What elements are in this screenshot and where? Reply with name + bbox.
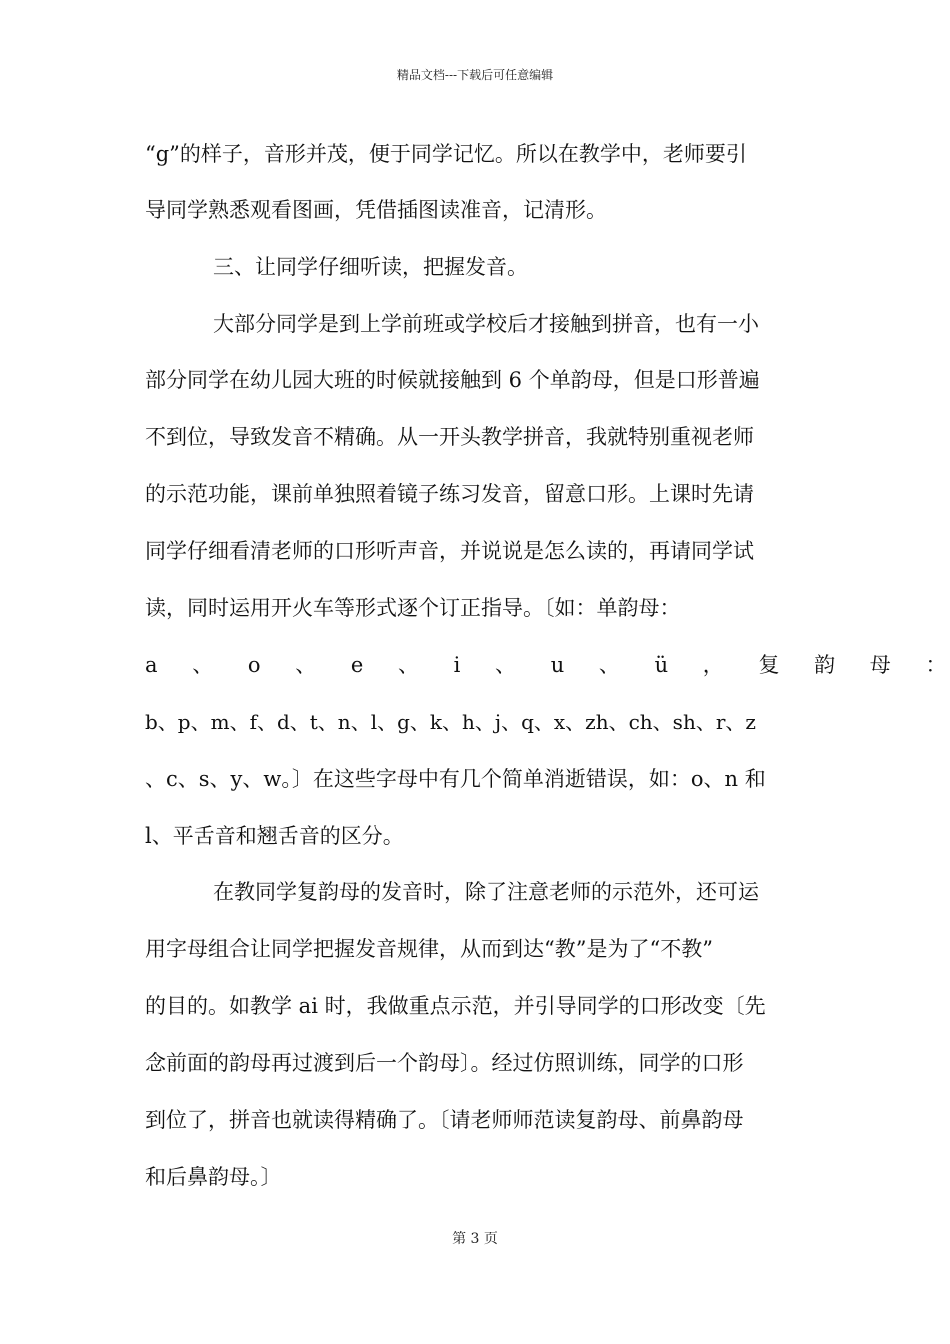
text-line: 的示范功能，课前单独照着镜子练习发音，留意口形。上课时先请 [145,482,754,506]
text-line: 不到位，导致发音不精确。从一开头教学拼音，我就特别重视老师 [145,425,754,449]
text-line: 部分同学在幼儿园大班的时候就接触到 6 个单韵母，但是口形普遍 [145,368,760,392]
page-number: 第 3 页 [452,1231,498,1247]
text-line: 的目的。如教学 ai 时，我做重点示范，并引导同学的口形改变〔先 [145,994,766,1018]
text-line: 和后鼻韵母。〕 [145,1165,282,1189]
text-line: l、平舌音和翘舌音的区分。 [145,824,404,848]
text-line: 到位了，拼音也就读得精确了。〔请老师师范读复韵母、前鼻韵母 [145,1108,744,1132]
text-line: 、c、s、y、w。〕在这些字母中有几个简单消逝错误，如：o、n 和 [145,767,766,791]
text-line: 用字母组合让同学把握发音规律，从而到达“教”是为了“不教” [145,937,713,961]
text-line: 大部分同学是到上学前班或学校后才接触到拼音，也有一小 [213,312,759,336]
text-line: a 、 o 、 e 、 i 、 u 、 ü ， 复 韵 母 ： [145,653,947,677]
section-heading: 三、让同学仔细听读，把握发音。 [213,255,528,279]
text-line: 读，同时运用开火车等形式逐个订正指导。〔如：单韵母： [145,596,681,620]
text-line: 同学仔细看清老师的口形听声音，并说说是怎么读的，再请同学试 [145,539,754,563]
text-line: “g”的样子，音形并茂，便于同学记忆。所以在教学中，老师要引 [145,142,747,166]
text-line: 在教同学复韵母的发音时，除了注意老师的示范外，还可运 [213,880,759,904]
text-line: 导同学熟悉观看图画，凭借插图读准音，记清形。 [145,198,607,222]
page-header: 精品文档---下载后可任意编辑 [396,68,554,82]
text-line: b、p、m、f、d、t、n、l、g、k、h、j、q、x、zh、ch、sh、r、z [145,710,756,734]
text-line: 念前面的韵母再过渡到后一个韵母〕。经过仿照训练，同学的口形 [145,1051,744,1075]
